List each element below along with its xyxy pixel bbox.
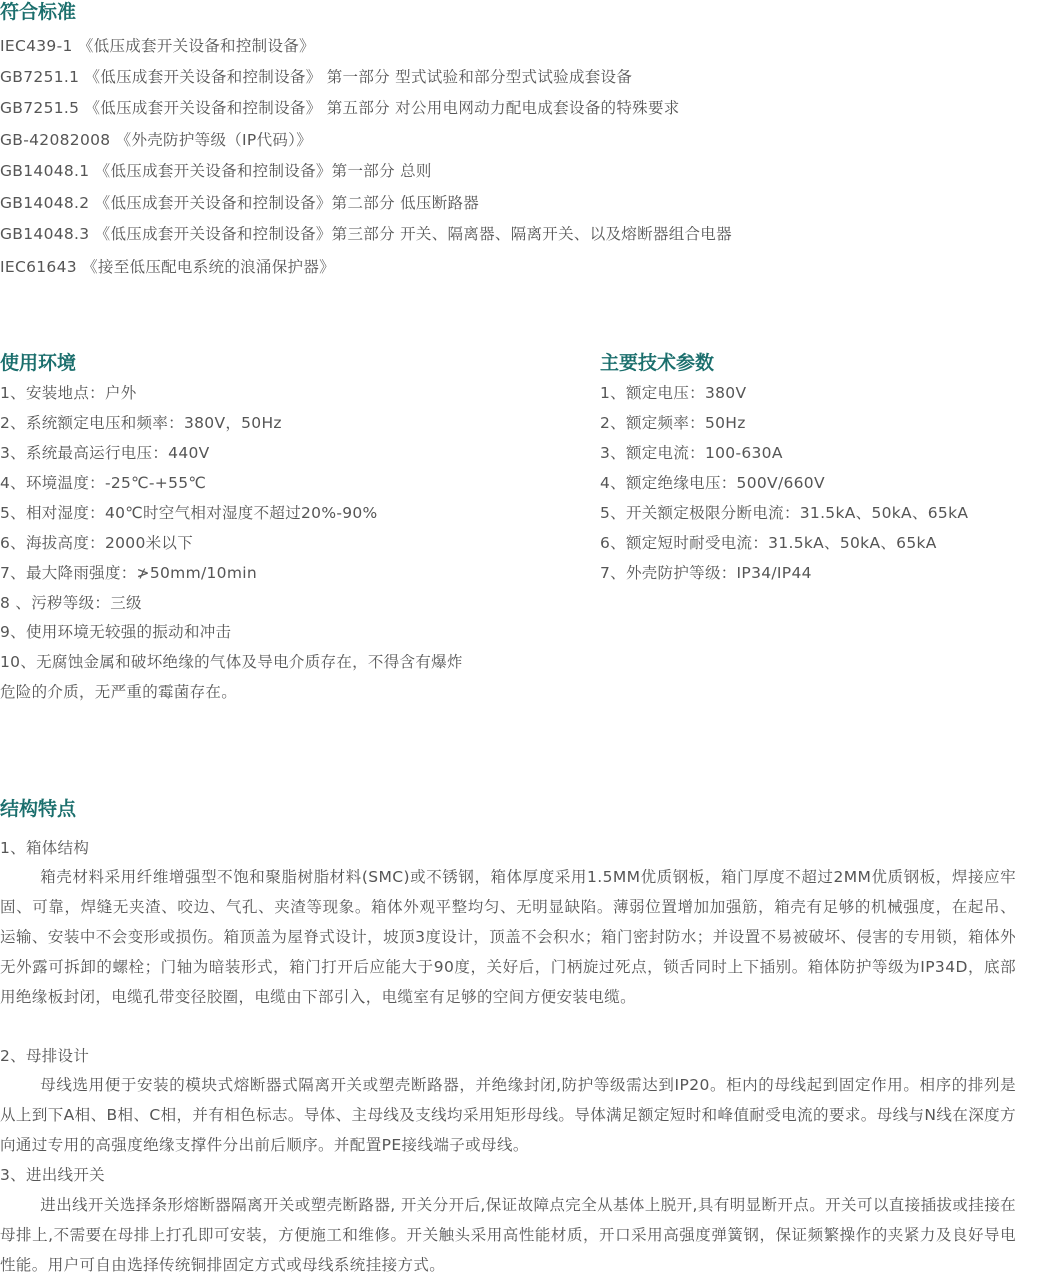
environment-item: 9、使用环境无较强的振动和冲击 [0, 623, 232, 641]
structure-paragraph: 进出线开关选择条形熔断器隔离开关或塑壳断路器, 开关分开后,保证故障点完全从基体上脱开,具有明显断开点。开关可以直接插拔或挂接在母排上,不需要在母排上打孔即可安装，方便施工和维修。开关触头采用高性能材质，开口采用高强度弹簧钢，保证频繁操作的夹紧力及良好导电性能。用户可自由选择传统铜排固定方式或母线系统挂接方式。 [0, 1196, 1016, 1274]
environment-item: 10、无腐蚀金属和破坏绝缘的气体及导电介质存在，不得含有爆炸 [0, 653, 463, 671]
param-item: 3、额定电流：100-630A [600, 444, 783, 462]
environment-item: 2、系统额定电压和频率：380V，50Hz [0, 414, 282, 432]
environment-item: 5、相对湿度：40℃时空气相对湿度不超过20%-90% [0, 504, 378, 522]
structure-paragraph: 母线选用便于安装的模块式熔断器式隔离开关或塑壳断路器，并绝缘封闭,防护等级需达到IP20。柜内的母线起到固定作用。相序的排列是从上到下A相、B相、C相，并有相色标志。导体、主母线及支线均采用矩形母线。导体满足额定短时和峰值耐受电流的要求。母线与N线在深度方向通过专用的高强度绝缘支撑件分出前后顺序。并配置PE接线端子或母线。 [0, 1076, 1016, 1154]
standard-item: GB-42082008 《外壳防护等级（IP代码）》 [0, 131, 313, 149]
structure-subheading: 1、箱体结构 [0, 839, 90, 857]
environment-item: 1、安装地点：户外 [0, 384, 137, 402]
standard-item: GB14048.1 《低压成套开关设备和控制设备》第一部分 总则 [0, 162, 432, 180]
standard-item: GB14048.2 《低压成套开关设备和控制设备》第二部分 低压断路器 [0, 194, 480, 212]
structure-title: 结构特点 [0, 798, 77, 820]
param-item: 4、额定绝缘电压：500V/660V [600, 474, 825, 492]
environment-item: 7、最大降雨强度：≯50mm/10min [0, 564, 257, 582]
param-item: 7、外壳防护等级：IP34/IP44 [600, 564, 812, 582]
structure-paragraph: 箱壳材料采用纤维增强型不饱和聚脂树脂材料(SMC)或不锈钢，箱体厚度采用1.5MM优质钢板，箱门厚度不超过2MM优质钢板，焊接应牢固、可靠，焊缝无夹渣、咬边、气孔、夹渣等现象。箱体外观平整均匀、无明显缺陷。薄弱位置增加加强筋，箱壳有足够的机械强度，在起吊、运输、安装中不会变形或损伤。箱顶盖为屋脊式设计，坡顶3度设计，顶盖不会积水；箱门密封防水；并设置不易被破坏、侵害的专用锁，箱体外无外露可拆卸的螺栓；门轴为暗装形式，箱门打开后应能大于90度，关好后，门柄旋过死点，锁舌同时上下插别。箱体防护等级为IP34D，底部用绝缘板封闭，电缆孔带变径胶圈，电缆由下部引入，电缆室有足够的空间方便安装电缆。 [0, 868, 1016, 1006]
param-item: 6、额定短时耐受电流：31.5kA、50kA、65kA [600, 534, 937, 552]
environment-item: 8 、污秽等级：三级 [0, 594, 142, 612]
environment-title: 使用环境 [0, 352, 77, 374]
param-item: 2、额定频率：50Hz [600, 414, 746, 432]
structure-subheading: 2、母排设计 [0, 1047, 90, 1065]
params-title: 主要技术参数 [600, 352, 715, 374]
environment-item: 4、环境温度：-25℃-+55℃ [0, 474, 207, 492]
standard-item: IEC439-1 《低压成套开关设备和控制设备》 [0, 37, 315, 55]
param-item: 5、开关额定极限分断电流：31.5kA、50kA、65kA [600, 504, 969, 522]
standard-item: GB7251.1 《低压成套开关设备和控制设备》 第一部分 型式试验和部分型式试验成套设备 [0, 68, 633, 86]
standards-title: 符合标准 [0, 1, 77, 23]
standard-item: GB14048.3 《低压成套开关设备和控制设备》第三部分 开关、隔离器、隔离开关、以及熔断器组合电器 [0, 225, 732, 243]
environment-item: 6、海拔高度：2000米以下 [0, 534, 194, 552]
structure-subheading: 3、进出线开关 [0, 1166, 105, 1184]
param-item: 1、额定电压：380V [600, 384, 747, 402]
environment-item: 危险的介质，无严重的霉菌存在。 [0, 683, 238, 701]
standard-item: IEC61643 《接至低压配电系统的浪涌保护器》 [0, 258, 335, 276]
environment-item: 3、系统最高运行电压：440V [0, 444, 210, 462]
standard-item: GB7251.5 《低压成套开关设备和控制设备》 第五部分 对公用电网动力配电成套设备的特殊要求 [0, 99, 680, 117]
